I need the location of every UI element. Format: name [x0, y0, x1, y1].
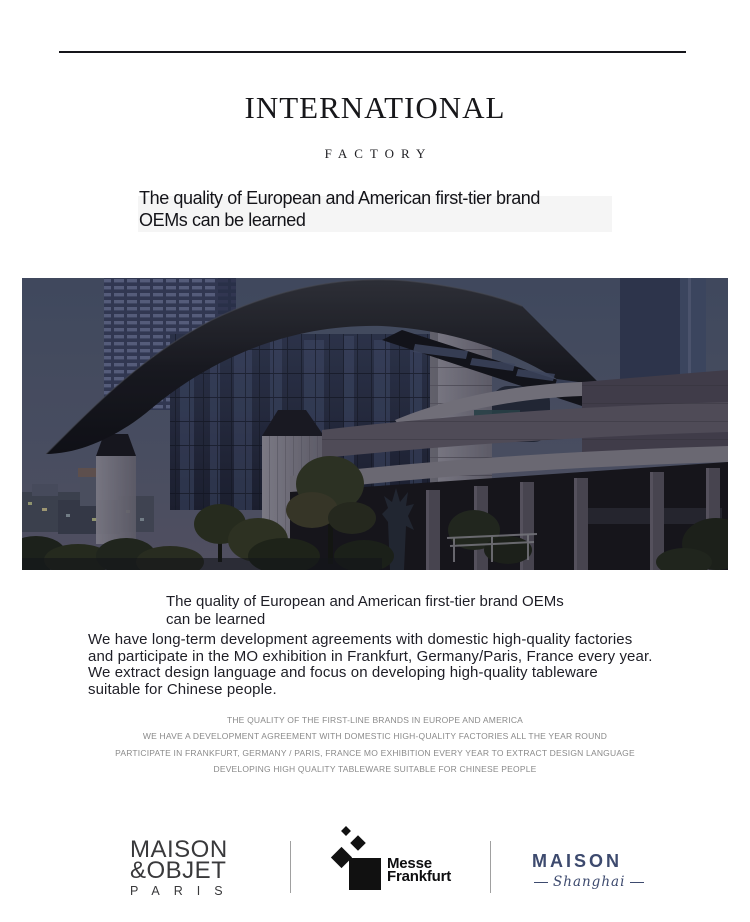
body-heading: [166, 593, 564, 628]
paragraph-line: suitable for Chinese people.: [88, 680, 277, 698]
caps-tagline-list: [0, 712, 750, 777]
tagline-line: The quality of European and American first-tier brand: [139, 188, 541, 208]
maison-shanghai-name: MAISON: [532, 851, 622, 871]
logo-divider: [290, 841, 291, 893]
maison-objet-city: PARIS: [130, 884, 237, 898]
messe-frankfurt-line1: Messe: [387, 855, 432, 872]
hero-image-convention-center: [22, 278, 728, 570]
page-subtitle: FACTORY: [324, 146, 433, 161]
page-title: INTERNATIONAL: [244, 90, 506, 125]
body-heading-line: can be learned: [166, 610, 266, 628]
maison-objet-line1: MAISON: [130, 836, 228, 863]
body-heading-line: The quality of European and American first-tier brand OEMs: [166, 593, 564, 610]
caps-line: THE QUALITY OF THE FIRST-LINE BRANDS IN EUROPE AND AMERICA: [226, 715, 524, 725]
caps-line: WE HAVE A DEVELOPMENT AGREEMENT WITH DOMESTIC HIGH-QUALITY FACTORIES ALL THE YEAR ROUND: [142, 731, 608, 742]
dash-ornament: [534, 882, 548, 883]
caps-line: PARTICIPATE IN FRANKFURT, GERMANY / PARIS, FRANCE MO EXHIBITION EVERY YEAR TO EXTRACT DESIGN LANGUAGE: [115, 747, 635, 758]
tagline: [139, 188, 540, 231]
tagline-line: OEMs can be learned: [139, 209, 306, 230]
paragraph-line: and participate in the MO exhibition in Frankfurt, Germany/Paris, France every year.: [88, 647, 653, 665]
messe-frankfurt-icon: [322, 824, 388, 895]
maison-shanghai-subline: [534, 874, 644, 890]
caps-line: DEVELOPING HIGH QUALITY TABLEWARE SUITABLE FOR CHINESE PEOPLE: [213, 763, 537, 774]
body-paragraph: [88, 632, 652, 698]
messe-frankfurt-logo: [387, 857, 451, 883]
messe-frankfurt-line2: Frankfurt: [387, 868, 452, 885]
paragraph-line: We have long-term development agreements with domestic high-quality factories: [88, 631, 633, 648]
logo-divider: [490, 841, 491, 893]
maison-shanghai-logo: [532, 851, 644, 890]
top-rule: [59, 51, 686, 53]
paragraph-line: We extract design language and focus on developing high-quality tableware: [88, 664, 598, 682]
dash-ornament: [630, 882, 644, 883]
maison-objet-logo: [130, 836, 237, 898]
maison-objet-line2: &OBJET: [130, 856, 227, 884]
maison-shanghai-script: Shanghai: [553, 874, 626, 890]
